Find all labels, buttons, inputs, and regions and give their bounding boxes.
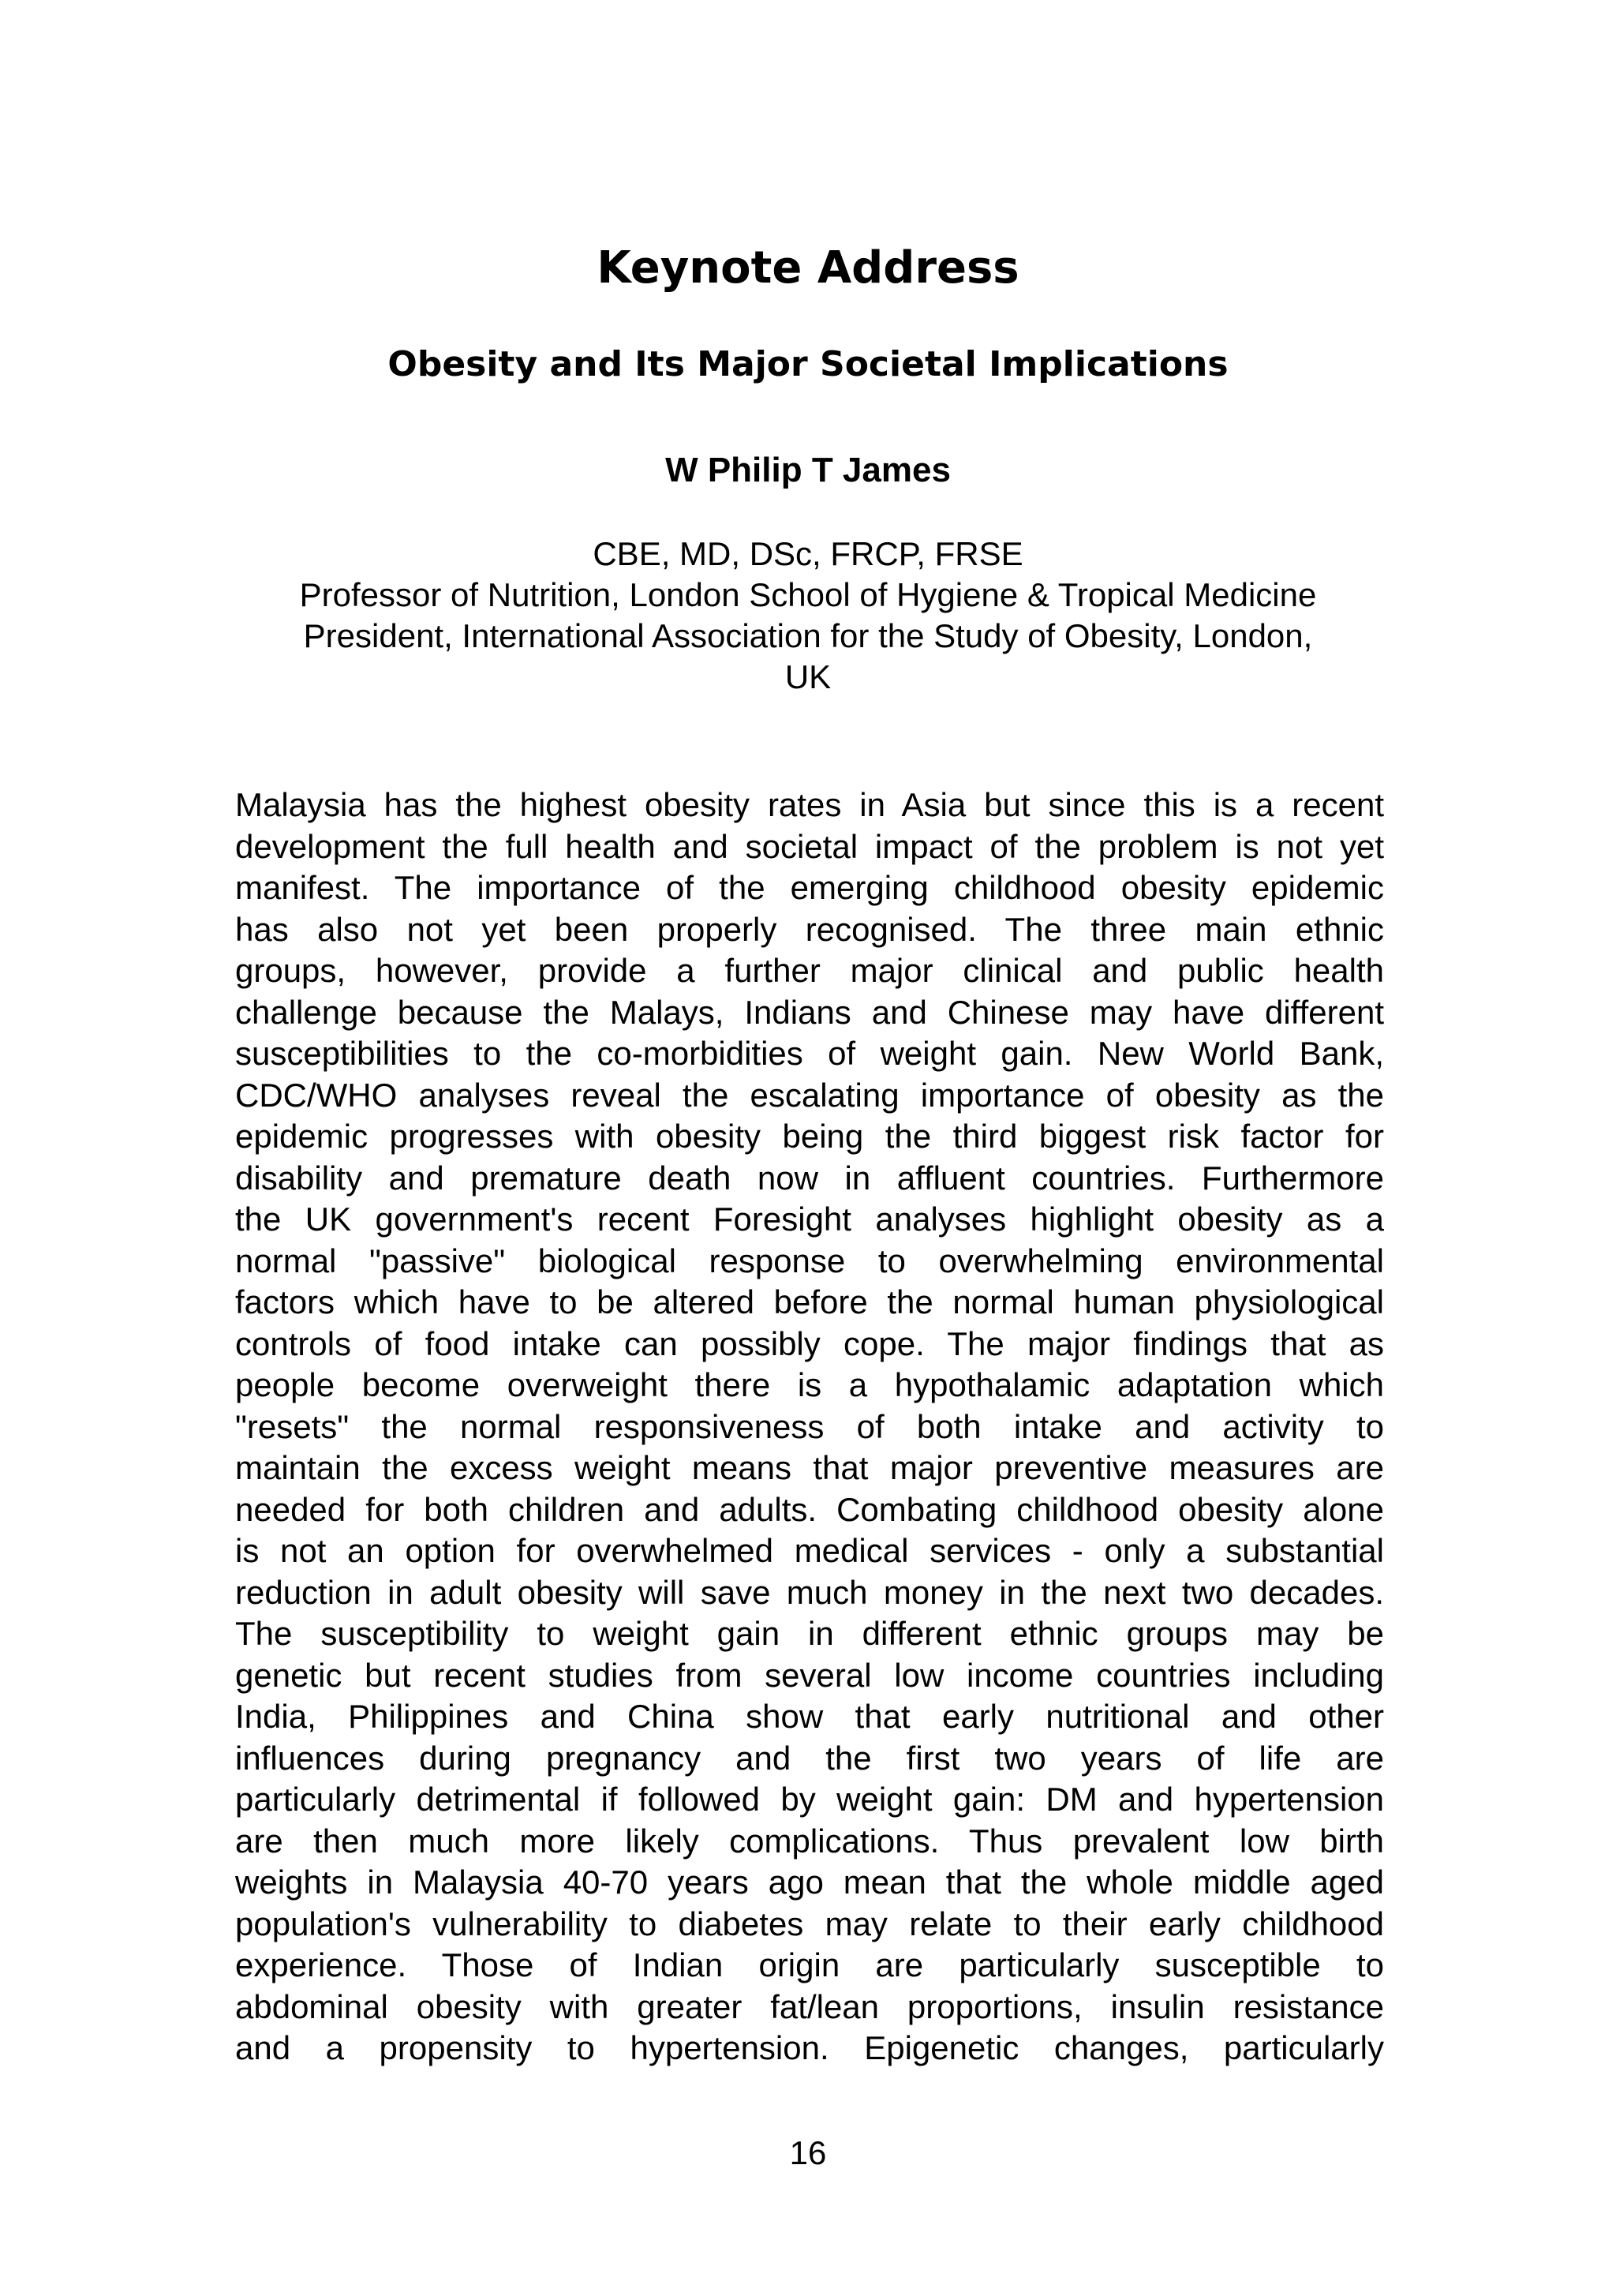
- abstract-line: epidemic progresses with obesity being the third biggest risk factor for: [235, 1118, 1384, 1155]
- author-position-professor: Professor of Nutrition, London School of Hygiene & Tropical Medicine: [299, 576, 1317, 613]
- author-position-president: President, International Association for the Study of Obesity, London,: [303, 617, 1313, 654]
- abstract-line: abdominal obesity with greater fat/lean proportions, insulin resistance: [235, 1987, 1384, 2025]
- author-affiliation: [237, 534, 1379, 698]
- abstract-line: disability and premature death now in affluent countries. Furthermore: [235, 1159, 1384, 1197]
- author-credentials: CBE, MD, DSc, FRCP, FRSE: [593, 535, 1023, 572]
- abstract-line: and a propensity to hypertension. Epigenetic changes, particularly: [235, 2029, 1384, 2066]
- abstract-line: is not an option for overwhelmed medical services - only a substantial: [235, 1532, 1384, 1569]
- abstract-line: development the full health and societal impact of the problem is not yet: [235, 827, 1384, 865]
- abstract-line: controls of food intake can possibly cope. The major findings that as: [235, 1324, 1384, 1362]
- abstract-line: factors which have to be altered before the normal human physiological: [235, 1283, 1384, 1320]
- abstract-line: has also not yet been properly recognised. The three main ethnic: [235, 910, 1384, 948]
- abstract-body: [235, 785, 1384, 2069]
- abstract-line: groups, however, provide a further major clinical and public health: [235, 952, 1384, 989]
- abstract-line: particularly detrimental if followed by weight gain: DM and hypertension: [235, 1781, 1384, 1818]
- page-number: 16: [789, 2134, 827, 2171]
- abstract-line: CDC/WHO analyses reveal the escalating importance of obesity as the: [235, 1076, 1384, 1114]
- abstract-line: Malaysia has the highest obesity rates in Asia but since this is a recent: [235, 786, 1384, 823]
- abstract-line: reduction in adult obesity will save much money in the next two decades.: [235, 1573, 1384, 1611]
- keynote-heading: Keynote Address: [597, 242, 1019, 294]
- abstract-line: needed for both children and adults. Combating childhood obesity alone: [235, 1490, 1384, 1528]
- abstract-line: weights in Malaysia 40-70 years ago mean that the whole middle aged: [235, 1863, 1384, 1901]
- abstract-line: The susceptibility to weight gain in different ethnic groups may be: [235, 1615, 1384, 1652]
- abstract-line: experience. Those of Indian origin are particularly susceptible to: [235, 1946, 1384, 1983]
- abstract-line: population's vulnerability to diabetes may relate to their early childhood: [235, 1905, 1384, 1942]
- abstract-line: genetic but recent studies from several low income countries including: [235, 1656, 1384, 1694]
- abstract-line: the UK government's recent Foresight analyses highlight obesity as a: [235, 1200, 1384, 1238]
- abstract-line: maintain the excess weight means that major preventive measures are: [235, 1449, 1384, 1486]
- author-name: W Philip T James: [665, 451, 951, 489]
- abstract-line: are then much more likely complications. Thus prevalent low birth: [235, 1822, 1384, 1860]
- abstract-line: "resets" the normal responsiveness of both intake and activity to: [235, 1407, 1384, 1445]
- abstract-line: manifest. The importance of the emerging childhood obesity epidemic: [235, 869, 1384, 906]
- talk-title: Obesity and Its Major Societal Implications: [387, 344, 1229, 384]
- abstract-line: influences during pregnancy and the first two years of life are: [235, 1739, 1384, 1777]
- abstract-line: susceptibilities to the co-morbidities of weight gain. New World Bank,: [235, 1035, 1384, 1072]
- abstract-line: India, Philippines and China show that early nutritional and other: [235, 1698, 1384, 1735]
- author-position-president-country: UK: [784, 658, 832, 695]
- abstract-line: people become overweight there is a hypothalamic adaptation which: [235, 1366, 1384, 1403]
- abstract-line: challenge because the Malays, Indians and Chinese may have different: [235, 993, 1384, 1031]
- abstract-line: normal "passive" biological response to overwhelming environmental: [235, 1242, 1384, 1279]
